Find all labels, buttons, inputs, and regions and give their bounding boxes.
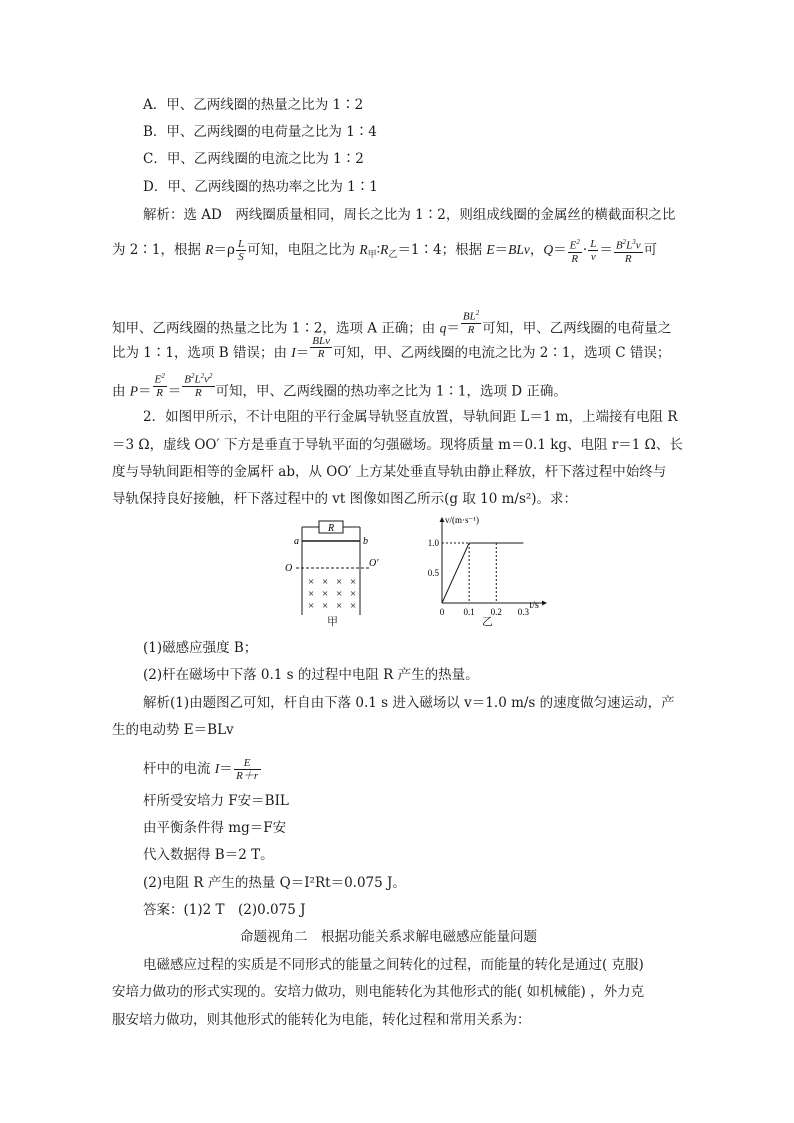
field-cross-0-0: ×	[308, 576, 315, 588]
x-tick-0.1: 0.1	[463, 607, 475, 617]
magnetic-field-region	[308, 576, 356, 612]
field-cross-1-2: ×	[336, 588, 343, 600]
y-axis-arrow	[440, 517, 445, 522]
q2-sub1: (1)磁感应强度 B；	[143, 640, 258, 656]
figure-yi-caption: 乙	[482, 615, 493, 628]
analysis2-line4: 杆所受安培力 F安＝BIL	[143, 793, 289, 809]
analysis2-line1: 解析(1)由题图乙可知，杆自由下落 0.1 s 进入磁场以 v＝1.0 m/s 的速度做匀速运动，产	[143, 695, 675, 711]
q2-line4: 导轨保持良好接触，杆下落过程中的 vt 图像如图乙所示(g 取 10 m/s²)。求：	[112, 491, 578, 507]
analysis1-line5: 由 P＝ $\frac{E^2}{R}$ ＝ $\frac{B^2L^2v^2}{R}$ 可知，甲、乙两线圈的热功率之比为 1∶1，选项 D 正确。	[112, 372, 567, 400]
section-para-line1: 电磁感应过程的实质是不同形式的能量之间转化的过程，而能量的转化是通过( 克服)	[143, 957, 644, 973]
analysis2-line5: 由平衡条件得 mg＝F安	[143, 820, 287, 836]
label-O-prime: O′	[369, 558, 379, 569]
q2-line2: ＝3 Ω，虚线 OO′ 下方是垂直于导轨平面的匀强磁场。现将质量 m＝0.1 kg、电阻 r＝1 Ω、长	[112, 437, 683, 453]
field-cross-1-0: ×	[308, 588, 315, 600]
q2-sub2: (2)杆在磁场中下落 0.1 s 的过程中电阻 R 产生的热量。	[143, 667, 479, 683]
analysis1-line2: 为 2∶1，根据 R＝ρ $\frac{L}{S}$ 可知，电阻之比为 $R_甲∶R_乙=1∶4$；根据 E＝BLv，Q＝ $\frac{E^2}{R}$ · $\frac{L}{v}$ ＝ $\frac{B^2L^3v}{R}$ 可	[112, 237, 658, 265]
analysis2-line6: 代入数据得 B＝2 T。	[143, 847, 274, 863]
label-b: b	[363, 536, 368, 547]
field-cross-1-3: ×	[350, 588, 357, 600]
series-line	[442, 543, 523, 603]
field-cross-2-3: ×	[350, 600, 357, 612]
analysis2-line7: (2)电阻 R 产生的热量 Q＝I²Rt＝0.075 J。	[143, 875, 406, 891]
x-tick-0.3: 0.3	[517, 607, 530, 617]
x-axis-label: t/s	[529, 600, 539, 611]
field-cross-0-3: ×	[350, 576, 357, 588]
y-axis-label: v/(m·s⁻¹)	[445, 515, 479, 525]
analysis2-line2: 生的电动势 E＝BLv	[112, 722, 234, 738]
q2-line3: 度与导轨间距相等的金属杆 ab，从 OO′ 上方某处垂直导轨由静止释放，杆下落过程中始终与	[112, 464, 667, 480]
section-para-line2: 安培力做功的形式实现的。安培力做功，则电能转化为其他形式的能( 如机械能) ，外力克	[112, 984, 645, 1000]
analysis1-line4: 比为 1∶1，选项 B 错误；由 I＝ $\frac{\text{BLv}}{R}$ 可知，甲、乙两线圈的电流之比为 2∶1，选项 C 错误；	[112, 335, 671, 361]
label-O: O	[285, 563, 293, 574]
x-axis-arrow	[542, 601, 547, 606]
analysis1-line1: 解析：选 AD 两线圈质量相同，周长之比为 1∶2，则组成线圈的金属丝的横截面积之比	[143, 207, 676, 223]
field-cross-0-2: ×	[336, 576, 343, 588]
figure-jia-caption: 甲	[327, 615, 338, 628]
field-cross-0-1: ×	[322, 576, 329, 588]
option-b: B．甲、乙两线圈的电荷量之比为 1∶4	[143, 124, 377, 140]
analysis1-line3: 知甲、乙两线圈的热量之比为 1∶2，选项 A 正确；由 q＝ $\frac{BL^2}{R}$ 可知，甲、乙两线圈的电荷量之	[112, 309, 672, 337]
analysis2-line3: 杆中的电流 I＝ $\frac{E}{R+r}$	[143, 757, 262, 782]
section-title: 命题视角二 根据功能关系求解电磁感应能量问题	[240, 929, 537, 945]
label-a: a	[294, 536, 299, 547]
option-c: C．甲、乙两线圈的电流之比为 1∶2	[143, 151, 364, 167]
y-tick-0.5: 0.5	[427, 568, 439, 578]
option-a: A．甲、乙两线圈的热量之比为 1∶2	[143, 97, 364, 113]
resistor-label: R	[327, 523, 335, 534]
field-cross-2-2: ×	[336, 600, 343, 612]
option-d: D．甲、乙两线圈的热功率之比为 1∶1	[143, 179, 378, 195]
field-cross-2-1: ×	[322, 600, 329, 612]
q2-line1: 2．如图甲所示，不计电阻的平行金属导轨竖直放置，导轨间距 L＝1 m，上端接有电阻 R	[143, 409, 678, 425]
field-cross-2-0: ×	[308, 600, 315, 612]
field-cross-1-1: ×	[322, 588, 329, 600]
x-tick-0.2: 0.2	[490, 607, 502, 617]
answer-line: 答案：(1)2 T (2)0.075 J	[143, 902, 306, 918]
x-tick-0: 0	[439, 607, 445, 617]
section-para-line3: 服安培力做功，则其他形式的能转化为电能，转化过程和常用关系为：	[112, 1012, 531, 1028]
y-tick-1.0: 1.0	[427, 538, 439, 548]
